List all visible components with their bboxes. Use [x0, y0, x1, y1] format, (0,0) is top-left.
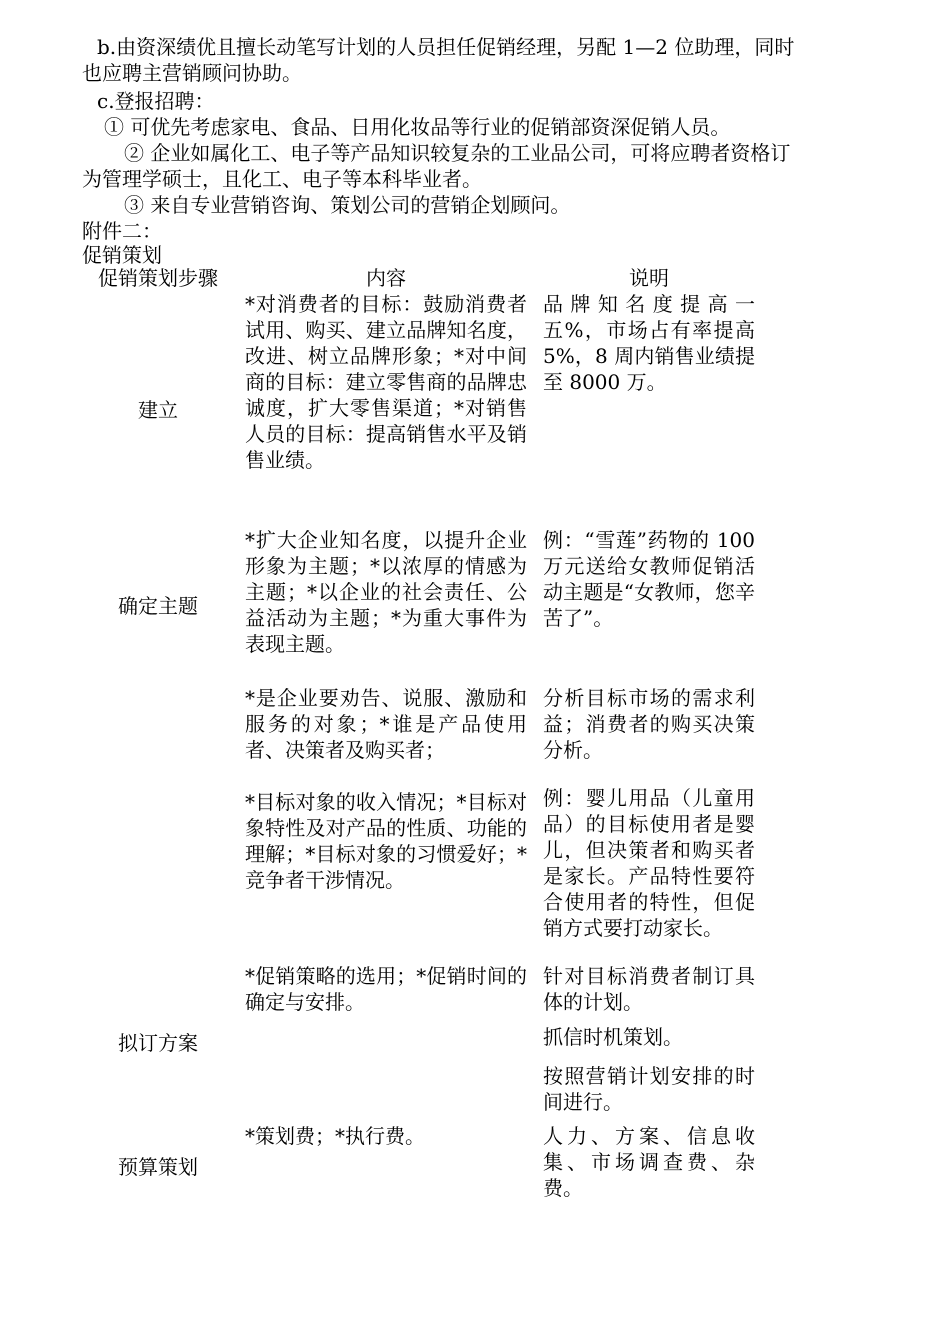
row-step-budget: 预算策划	[118, 1155, 198, 1179]
row-note-plan-schedule: 按照营销计划安排的时间进行。	[543, 1064, 755, 1114]
row-note-plan: 针对目标消费者制订具体的计划。	[543, 964, 755, 1014]
row-note-theme: 例：“雪莲”药物的 100 万元送给女教师促销活动主题是“女教师，您辛苦了”。	[543, 528, 755, 630]
row-content-target: *是企业要劝告、说服、激励和服务的对象；*谁是产品使用者、决策者及购买者；	[245, 686, 527, 762]
intro-b-line2: 也应聘主营销顾问协助。	[82, 61, 302, 85]
row-step-theme: 确定主题	[118, 594, 198, 618]
appendix-label: 附件二：	[82, 219, 162, 243]
row-note-establish: 品牌知名度提高一五%，市场占有率提高5%，8 周内销售业绩提至 8000 万。	[543, 292, 755, 394]
row-content-plan: *促销策略的选用；*促销时间的确定与安排。	[245, 964, 527, 1014]
intro-b-line1: b.由资深绩优且擅长动笔写计划的人员担任促销经理，另配 1—2 位助理，同时	[97, 35, 795, 59]
header-content: 内容	[366, 266, 406, 290]
intro-c-heading: c.登报招聘：	[97, 89, 215, 113]
row-content-theme: *扩大企业知名度，以提升企业形象为主题；*以浓厚的情感为主题；*以企业的社会责任、公益活动为主题；*为重大事件为表现主题。	[245, 528, 527, 656]
row-step-plan: 拟订方案	[118, 1031, 198, 1055]
intro-item2-line2: 为管理学硕士，且化工、电子等本科毕业者。	[82, 167, 482, 191]
intro-item3: ③ 来自专业营销咨询、策划公司的营销企划顾问。	[124, 193, 571, 217]
intro-item1: ① 可优先考虑家电、食品、日用化妆品等行业的促销部资深促销人员。	[104, 115, 731, 139]
appendix-title: 促销策划	[82, 243, 162, 267]
row-note-budget: 人力、方案、信息收集、市场调查费、杂费。	[543, 1124, 755, 1200]
header-note: 说明	[629, 266, 669, 290]
row-step-establish: 建立	[138, 398, 178, 422]
row-content-establish: *对消费者的目标：鼓励消费者试用、购买、建立品牌知名度，改进、树立品牌形象；*对中间商的目标：建立零售商的品牌忠诚度，扩大零售渠道；*对销售人员的目标：提高销售水平及销售业绩。	[245, 292, 527, 472]
intro-item2-line1: ② 企业如属化工、电子等产品知识较复杂的工业品公司，可将应聘者资格订	[124, 141, 791, 165]
header-step: 促销策划步骤	[98, 266, 218, 290]
row-note-target-traits: 例：婴儿用品（儿童用品）的目标使用者是婴儿，但决策者和购买者是家长。产品特性要符合使用者的特性，但促销方式要打动家长。	[543, 786, 755, 940]
row-note-plan-timing: 抓信时机策划。	[543, 1025, 683, 1049]
row-content-target-traits: *目标对象的收入情况；*目标对象特性及对产品的性质、功能的理解；*目标对象的习惯爱好；*竞争者干涉情况。	[245, 790, 527, 892]
row-note-target: 分析目标市场的需求利益；消费者的购买决策分析。	[543, 686, 755, 762]
row-content-budget: *策划费；*执行费。	[245, 1124, 425, 1148]
